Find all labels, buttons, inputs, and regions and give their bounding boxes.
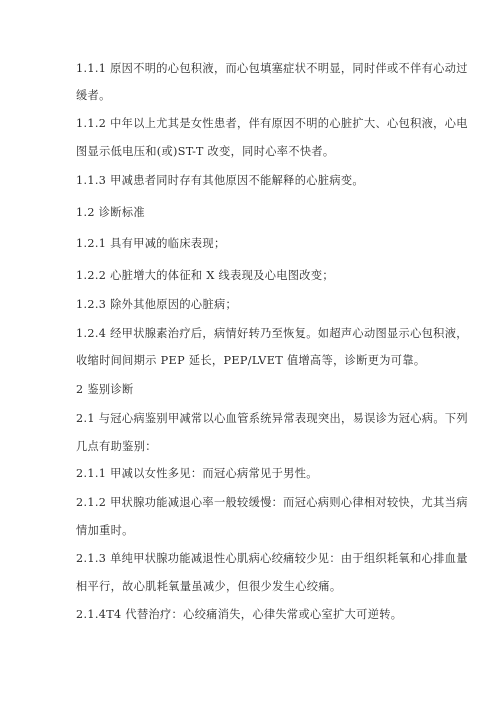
- paragraph-line: 1.2.4 经甲状腺素治疗后，病情好转乃至恢复。如超声心动图显示心包积液，: [76, 327, 468, 340]
- paragraph-line: 2.1 与冠心病鉴别甲减常以心血管系统异常表现突出，易误诊为冠心病。下列: [76, 412, 468, 425]
- paragraph-line: 1.2.3 除外其他原因的心脏病；: [76, 298, 238, 311]
- paragraph-continuation-line: 收缩时间间期示 PEP 延长，PEP/LVET 值增高等，诊断更为可靠。: [76, 354, 426, 367]
- paragraph-line: 1.2.2 心脏增大的体征和 X 线表现及心电图改变；: [76, 269, 334, 282]
- paragraph-line: 2.1.1 甲减以女性多见：而冠心病常见于男性。: [76, 467, 318, 480]
- paragraph-line: 1.2 诊断标准: [76, 206, 145, 219]
- paragraph-line: 1.2.1 具有甲减的临床表现；: [76, 237, 226, 250]
- paragraph-continuation-line: 相平行，故心肌耗氧量虽减少，但很少发生心绞痛。: [76, 580, 342, 593]
- paragraph-continuation-line: 缓者。: [76, 89, 111, 102]
- paragraph-line: 2.1.4T4 代替治疗：心绞痛消失，心律失常或心室扩大可逆转。: [76, 608, 403, 621]
- paragraph-continuation-line: 情加重时。: [76, 524, 134, 537]
- paragraph-line: 2.1.3 单纯甲状腺功能减退性心肌病心绞痛较少见：由于组织耗氧和心排血量: [76, 552, 468, 565]
- paragraph-line: 1.1.1 原因不明的心包积液，而心包填塞症状不明显，同时伴或不伴有心动过: [76, 62, 468, 75]
- paragraph-line: 2 鉴别诊断: [76, 383, 134, 396]
- paragraph-continuation-line: 图显示低电压和(或)ST-T 改变，同时心率不快者。: [76, 145, 335, 158]
- paragraph-line: 1.1.2 中年以上尤其是女性患者，伴有原因不明的心脏扩大、心包积液，心电: [76, 117, 468, 130]
- paragraph-line: 1.1.3 甲减患者同时存有其他原因不能解释的心脏病变。: [76, 174, 364, 187]
- paragraph-continuation-line: 几点有助鉴别：: [76, 440, 157, 453]
- paragraph-line: 2.1.2 甲状腺功能减退心率一般较缓慢：而冠心病则心律相对较快，尤其当病: [76, 496, 468, 509]
